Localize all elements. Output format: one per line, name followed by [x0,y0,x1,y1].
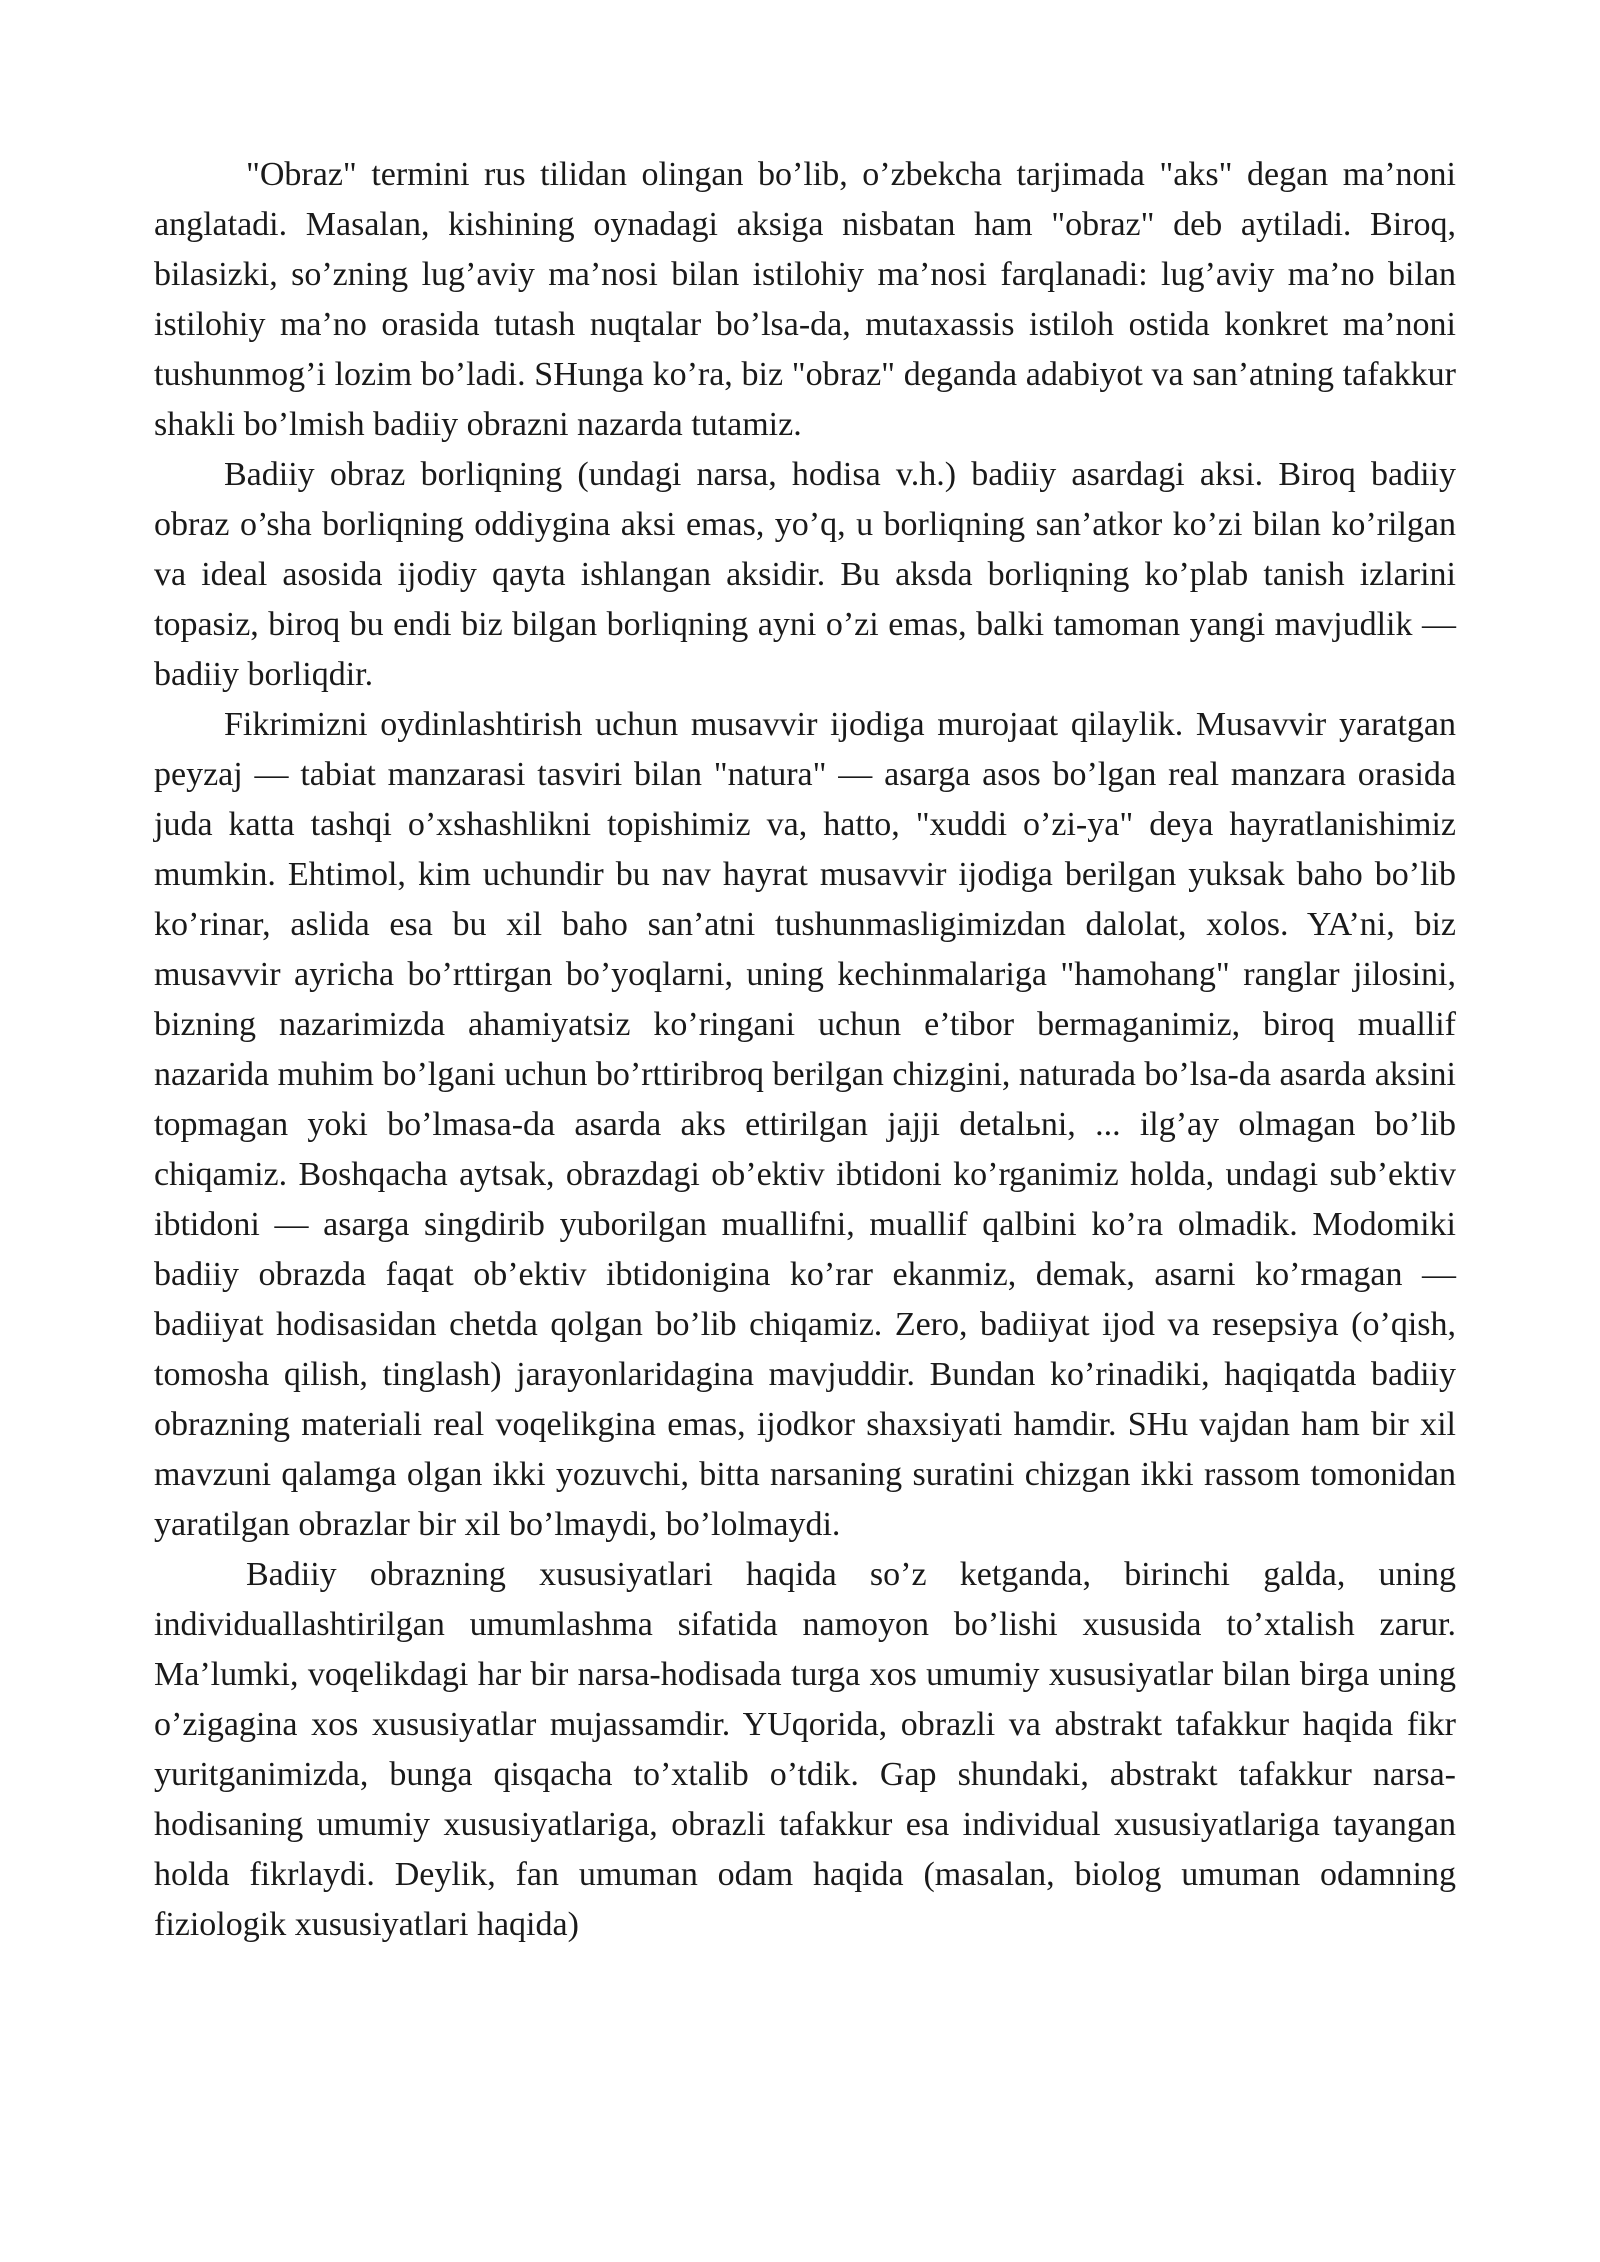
paragraph: Badiiy obrazning xususiyatlari haqida so’z ketganda, birinchi galda, uning individuallashtirilgan umumlashma sifatida namoyon bo’lishi xususida to’xtalish zarur. Ma’lumki, voqelikdagi har bir narsa-hodisada turga xos umumiy xususiyatlar bilan birga uning o’zigagina xos xususiyatlar mujassamdir. YUqorida, obrazli va abstrakt tafakkur haqida fikr yuritganimizda, bunga qisqacha to’xtalib o’tdik. Gap shundaki, abstrakt tafakkur narsa-hodisaning umumiy xususiyatlariga, obrazli tafakkur esa individual xususiyatlariga tayangan holda fikrlaydi. Deylik, fan umuman odam haqida (masalan, biolog umuman odamning fiziologik xususiyatlari haqida) [154,1556,1456,1943]
document-page [154,150,1456,1950]
paragraph: Badiiy obraz borliqning (undagi narsa, hodisa v.h.) badiiy asardagi aksi. Biroq badiiy obraz o’sha borliqning oddiygina aksi emas, yo’q, u borliqning san’atkor ko’zi bilan ko’rilgan va ideal asosida ijodiy qayta ishlangan aksidir. Bu aksda borliqning ko’plab tanish izlarini topasiz, biroq bu endi biz bilgan borliqning ayni o’zi emas, balki tamoman yangi mavjudlik — badiiy borliqdir. [154,456,1456,693]
paragraph: "Obraz" termini rus tilidan olingan bo’lib, o’zbekcha tarjimada "aks" degan ma’noni anglatadi. Masalan, kishining oynadagi aksiga nisbatan ham "obraz" deb aytiladi. Biroq, bilasizki, so’zning lug’aviy ma’nosi bilan istilohiy ma’nosi farqlanadi: lug’aviy ma’no bilan istilohiy ma’no orasida tutash nuqtalar bo’lsa-da, mutaxassis istiloh ostida konkret ma’noni tushunmog’i lozim bo’ladi. SHunga ko’ra, biz "obraz" deganda adabiyot va san’atning tafakkur shakli bo’lmish badiiy obrazni nazarda tutamiz. [154,156,1456,443]
paragraph: Fikrimizni oydinlashtirish uchun musavvir ijodiga murojaat qilaylik. Musavvir yaratgan peyzaj — tabiat manzarasi tasviri bilan "natura" — asarga asos bo’lgan real manzara orasida juda katta tashqi o’xshashlikni topishimiz va, hatto, "xuddi o’zi-ya" deya hayratlanishimiz mumkin. Ehtimol, kim uchundir bu nav hayrat musavvir ijodiga berilgan yuksak baho bo’lib ko’rinar, aslida esa bu xil baho san’atni tushunmasligimizdan dalolat, xolos. YA’ni, biz musavvir ayricha bo’rttirgan bo’yoqlarni, uning kechinmalariga "hamohang" ranglar jilosini, bizning nazarimizda ahamiyatsiz ko’ringani uchun e’tibor bermaganimiz, biroq muallif nazarida muhim bo’lgani uchun bo’rttiribroq berilgan chizgini, naturada bo’lsa-da asarda aksini topmagan yoki bo’lmasa-da asarda aks ettirilgan jajji detalьni, ... ilg’ay olmagan bo’lib chiqamiz. Boshqacha aytsak, obrazdagi ob’ektiv ibtidoni ko’rganimiz holda, undagi sub’ektiv ibtidoni — asarga singdirib yuborilgan muallifni, muallif qalbini ko’ra olmadik. Modomiki badiiy obrazda faqat ob’ektiv ibtidonigina ko’rar ekanmiz, demak, asarni ko’rmagan — badiiyat hodisasidan chetda qolgan bo’lib chiqamiz. Zero, badiiyat ijod va resepsiya (o’qish, tomosha qilish, tinglash) jarayonlaridagina mavjuddir. Bundan ko’rinadiki, haqiqatda badiiy obrazning materiali real voqelikgina emas, ijodkor shaxsiyati hamdir. SHu vajdan ham bir xil mavzuni qalamga olgan ikki yozuvchi, bitta narsaning suratini chizgan ikki rassom tomonidan yaratilgan obrazlar bir xil bo’lmaydi, bo’lolmaydi. [154,706,1456,1543]
